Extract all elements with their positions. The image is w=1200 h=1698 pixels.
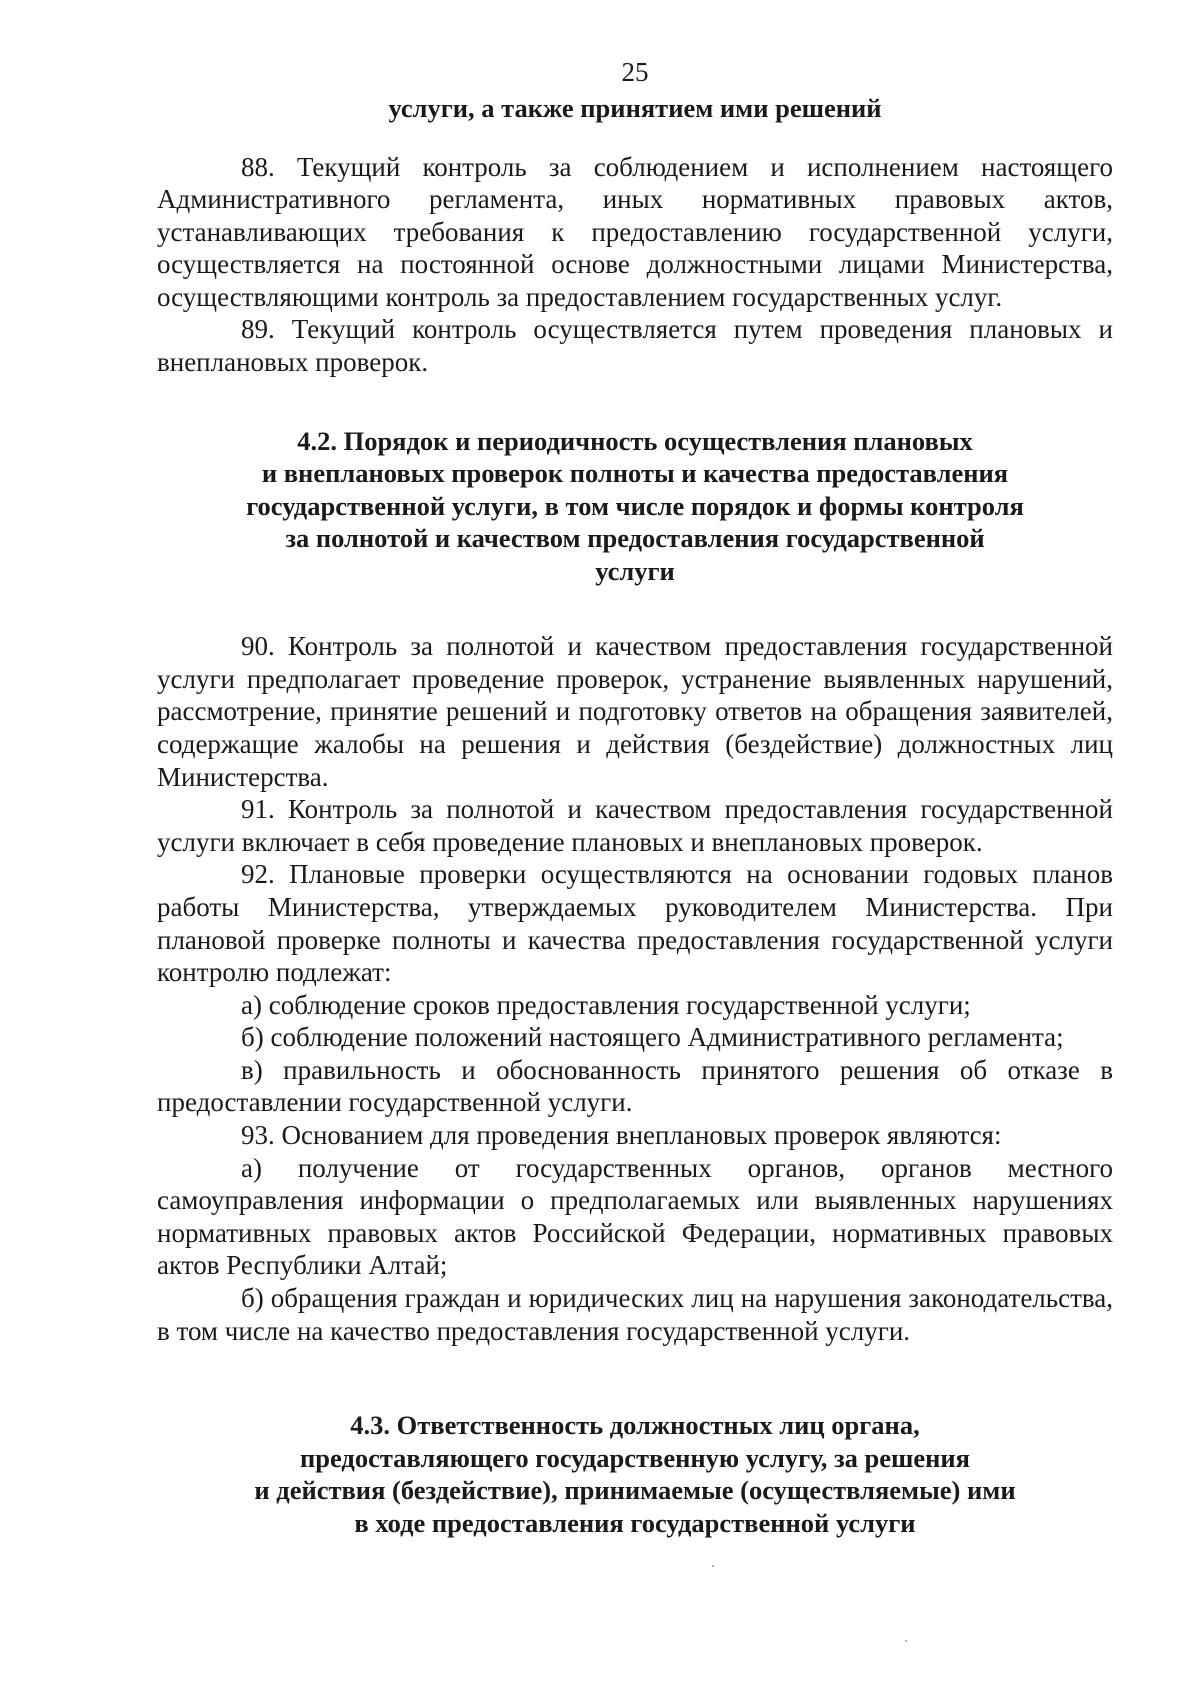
paragraph-88: 88. Текущий контроль за соблюдением и исполнением настоящего Административного регламента, иных нормативных правовых актов, устанавливающих требования к предоставлению государственной услуги, осуществляется на постоянной основе должностными лицами Министерства, осуществляющими контроль за предоставлением государственных услуг. <box>157 151 1113 312</box>
paragraph-92: 92. Плановые проверки осуществляются на основании годовых планов работы Министерства, утверждаемых руководителем Министерства. При плановой проверке полноты и качества предоставления государственной услуги контролю подлежат: <box>157 859 1113 988</box>
paragraph-93: 93. Основанием для проведения внеплановых проверок являются: <box>241 1120 1002 1151</box>
paragraph-91: 91. Контроль за полнотой и качеством предоставления государственной услуги включает в себя проведение плановых и внеплановых проверок. <box>157 794 1113 857</box>
section-heading-4-3 <box>157 1409 1113 1539</box>
heading-line: услуги <box>595 555 675 586</box>
heading-line: в ходе предоставления государственной услуги <box>354 1507 916 1538</box>
scan-speck <box>905 1640 907 1642</box>
heading-line: 4.3. Ответственность должностных лиц органа, <box>350 1410 920 1441</box>
section-heading-continuation: услуги, а также принятием ими решений <box>388 93 882 123</box>
section-heading-4-2 <box>157 425 1113 588</box>
document-page <box>157 52 1113 1539</box>
heading-line: предоставляющего государственную услугу, за решения <box>300 1442 970 1473</box>
paragraph-93-item-b: б) обращения граждан и юридических лиц на нарушения законодательства, в том числе на качество предоставления государственной услуги. <box>157 1283 1113 1346</box>
heading-line: и действия (бездействие), принимаемые (осуществляемые) ими <box>254 1475 1016 1506</box>
heading-line: государственной услуги, в том числе порядок и формы контроля <box>246 490 1024 521</box>
heading-line: и внеплановых проверок полноты и качества предоставления <box>261 458 1009 489</box>
paragraph-90: 90. Контроль за полнотой и качеством предоставления государственной услуги предполагает проведение проверок, устранение выявленных нарушений, рассмотрение, принятие решений и подготовку ответов на обращения заявителей, содержащие жалобы на решения и действия (бездействие) должностных лиц Министерства. <box>157 631 1113 792</box>
paragraph-93-item-a: а) получение от государственных органов, органов местного самоуправления информации о предполагаемых или выявленных нарушениях нормативных правовых актов Российской Федерации, нормативных правовых актов Республики Алтай; <box>157 1152 1113 1281</box>
page-number: 25 <box>621 57 649 87</box>
heading-line: за полнотой и качеством предоставления государственной <box>285 523 985 554</box>
paragraph-92-item-v: в) правильность и обоснованность принятого решения об отказе в предоставлении государственной услуги. <box>157 1054 1113 1118</box>
paragraph-92-item-a: а) соблюдение сроков предоставления государственной услуги; <box>241 989 971 1020</box>
heading-line: 4.2. Порядок и периодичность осуществления плановых <box>297 425 973 456</box>
scan-speck <box>712 1565 714 1567</box>
paragraph-92-item-b: б) соблюдение положений настоящего Административного регламента; <box>241 1022 1064 1053</box>
paragraph-89: 89. Текущий контроль осуществляется путем проведения плановых и внеплановых проверок. <box>157 314 1113 378</box>
